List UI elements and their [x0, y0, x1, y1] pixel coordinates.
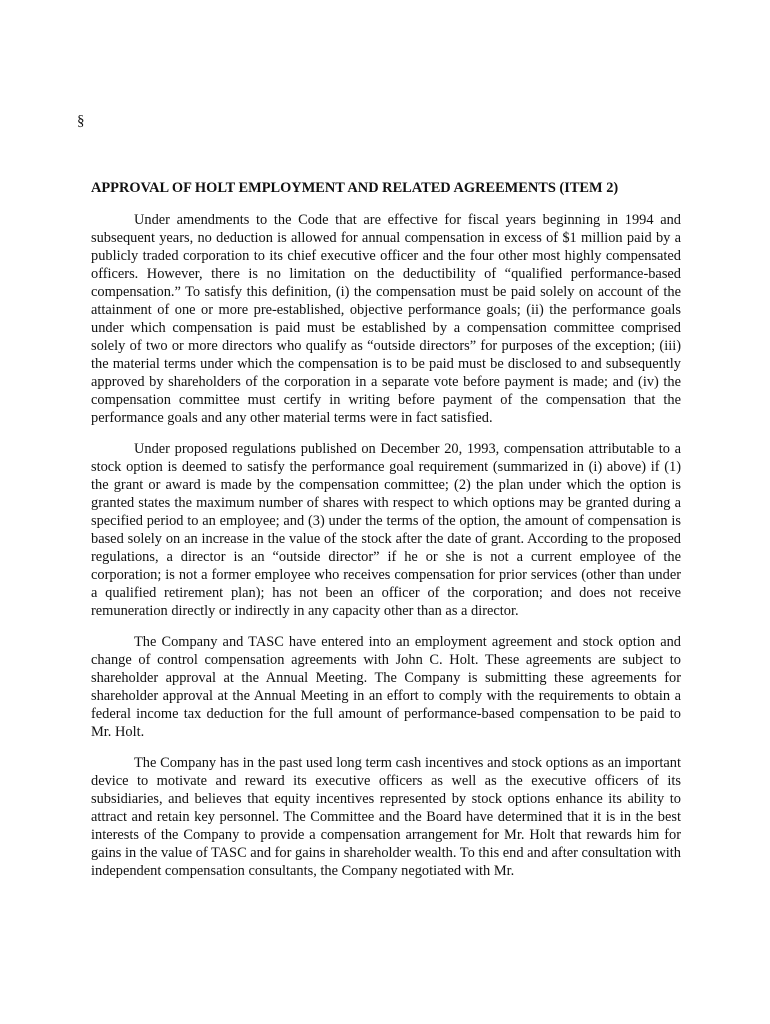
paragraph-3: The Company and TASC have entered into an employment agreement and stock option and change of control compensation agreements with John C. Holt. These agreements are subject to shareholder approval at the Annual Meeting. The Company is submitting these agreements for shareholder approval at the Annual Meeting in an effort to comply with the requirements to obtain a federal income tax deduction for the full amount of performance-based compensation to be paid to Mr. Holt. — [91, 634, 681, 740]
section-heading: APPROVAL OF HOLT EMPLOYMENT AND RELATED AGREEMENTS (ITEM 2) — [91, 180, 619, 196]
paragraph-2: Under proposed regulations published on December 20, 1993, compensation attributable to a stock option is deemed to satisfy the performance goal requirement (summarized in (i) above) if (1) the grant or award is made by the compensation committee; (2) the plan under which the option is granted states the maximum number of shares with respect to which options may be granted during a specified period to an employee; and (3) under the terms of the option, the amount of compensation is based solely on an increase in the value of the stock after the date of grant. According to the proposed regulations, a director is an “outside director” if he or she is not a current employee of the corporation; is not a former employee who receives compensation for prior services (other than under a qualified retirement plan); has not been an officer of the corporation; and does not receive remuneration directly or indirectly in any capacity other than as a director. — [91, 441, 681, 619]
paragraph-4: The Company has in the past used long term cash incentives and stock options as an important device to motivate and reward its executive officers as well as the executive officers of its subsidiaries, and believes that equity incentives represented by stock options enhance its ability to attract and retain key personnel. The Committee and the Board have determined that it is in the best interests of the Company to provide a compensation arrangement for Mr. Holt that rewards him for gains in the value of TASC and for gains in shareholder wealth. To this end and after consultation with independent compensation consultants, the Company negotiated with Mr. — [91, 755, 681, 879]
section-symbol: § — [77, 113, 85, 129]
document-body — [91, 179, 681, 893]
paragraph-1: Under amendments to the Code that are effective for fiscal years beginning in 1994 and subsequent years, no deduction is allowed for annual compensation in excess of $1 million paid by a publicly traded corporation to its chief executive officer and the four other most highly compensated officers. However, there is no limitation on the deductibility of “qualified performance-based compensation.” To satisfy this definition, (i) the compensation must be paid solely on account of the attainment of one or more pre-established, objective performance goals; (ii) the performance goals under which compensation is paid must be established by a compensation committee comprised solely of two or more directors who qualify as “outside directors” for purposes of the exception; (iii) the material terms under which the compensation is to be paid must be disclosed to and subsequently approved by shareholders of the corporation in a separate vote before payment is made; and (iv) the compensation committee must certify in writing before payment of the compensation that the performance goals and any other material terms were in fact satisfied. — [91, 212, 681, 426]
